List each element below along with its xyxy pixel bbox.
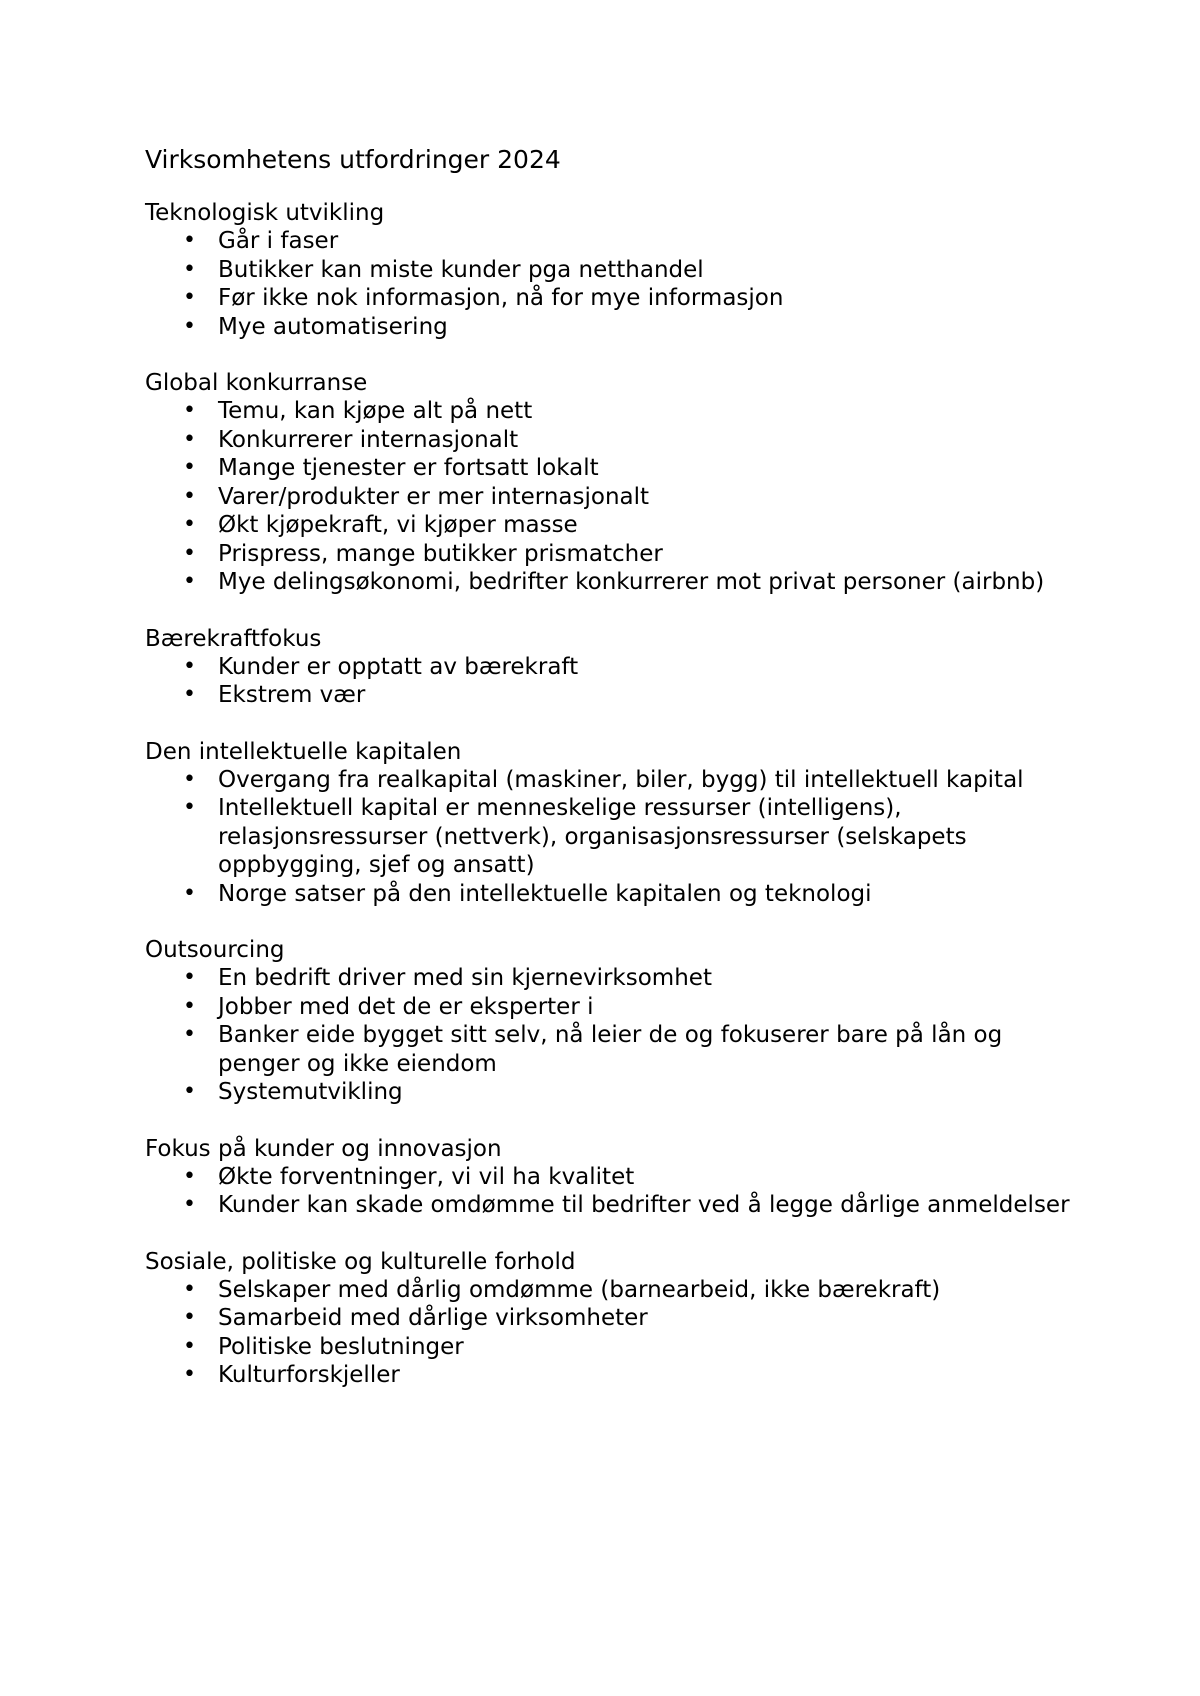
list-item-text: Prispress, mange butikker prismatcher — [218, 540, 663, 567]
list-item-text: Går i faser — [218, 228, 339, 254]
list-item-text: Økt kjøpekraft, vi kjøper masse — [218, 512, 578, 538]
bullet-icon: • — [183, 965, 196, 990]
list-item-text: Samarbeid med dårlige virksomheter — [218, 1305, 648, 1331]
bullet-icon: • — [183, 1276, 196, 1302]
section-heading: Global konkurranse — [145, 370, 368, 396]
list-item-text: Før ikke nok informasjon, nå for mye informasjon — [218, 285, 784, 311]
list-item — [145, 1078, 1075, 1107]
list-item-text: Mange tjenester er fortsatt lokalt — [218, 455, 599, 481]
bullet-icon: • — [183, 398, 196, 423]
list-item-text: Kunder er opptatt av bærekraft — [218, 653, 579, 680]
list-item — [145, 568, 1075, 597]
section-heading: Teknologisk utvikling — [145, 200, 385, 226]
list-item — [145, 397, 1075, 426]
list-item — [145, 1361, 1075, 1390]
list-item-text: Økte forventninger, vi vil ha kvalitet — [218, 1163, 635, 1190]
list-item-text: Jobber med det de er eksperter i — [218, 993, 594, 1020]
list-item — [145, 313, 1075, 342]
list-item — [145, 511, 1075, 540]
list-item — [145, 1021, 1075, 1078]
section-heading: Sosiale, politiske og kulturelle forhold — [145, 1248, 576, 1275]
bullet-list — [145, 1276, 1075, 1390]
bullet-icon: • — [183, 880, 196, 906]
section-heading: Den intellektuelle kapitalen — [145, 738, 462, 765]
list-item-text: Overgang fra realkapital (maskiner, biler, bygg) til intellektuell kapital — [218, 766, 1024, 793]
section-intellektuelle-kapitalen — [145, 738, 1075, 909]
bullet-icon: • — [183, 1305, 196, 1330]
section-heading: Bærekraftfokus — [145, 625, 322, 652]
list-item — [145, 1276, 1075, 1305]
list-item — [145, 880, 1075, 909]
list-item-text: Politiske beslutninger — [218, 1333, 464, 1360]
bullet-icon: • — [183, 766, 196, 792]
list-item — [145, 681, 1075, 710]
bullet-icon: • — [183, 228, 196, 253]
bullet-list — [145, 397, 1075, 597]
list-item — [145, 256, 1075, 285]
list-item — [145, 540, 1075, 569]
list-item-text: Ekstrem vær — [218, 682, 366, 708]
list-item — [145, 426, 1075, 455]
list-item-text: En bedrift driver med sin kjernevirksomhet — [218, 965, 712, 991]
list-item — [145, 454, 1075, 483]
document-title: Virksomhetens utfordringer 2024 — [145, 145, 561, 174]
list-item-text: Temu, kan kjøpe alt på nett — [218, 398, 533, 424]
bullet-list — [145, 964, 1075, 1107]
bullet-icon: • — [183, 1022, 196, 1047]
section-sosiale-politiske-kulturelle — [145, 1248, 1075, 1390]
section-teknologisk-utvikling — [145, 199, 1075, 341]
bullet-icon: • — [183, 682, 196, 707]
list-item-text: Varer/produkter er mer internasjonalt — [218, 483, 650, 510]
bullet-icon: • — [183, 1163, 196, 1189]
bullet-icon: • — [183, 512, 196, 537]
section-outsourcing — [145, 936, 1075, 1107]
list-item — [145, 1191, 1075, 1220]
list-item-text: Konkurrerer internasjonalt — [218, 426, 519, 453]
bullet-icon: • — [183, 426, 196, 452]
list-item-text: Systemutvikling — [218, 1079, 403, 1105]
list-item-text: Banker eide bygget sitt selv, nå leier de og fokuserer bare på lån og penger og ikke eiendom — [218, 1022, 1003, 1077]
section-fokus-kunder-innovasjon — [145, 1135, 1075, 1220]
list-item — [145, 964, 1075, 993]
list-item-text: Intellektuell kapital er menneskelige ressurser (intelligens), relasjonsressurser (nettverk), organisasjonsressurser (selskapets oppbygging, sjef og ansatt) — [218, 795, 967, 878]
section-heading: Fokus på kunder og innovasjon — [145, 1135, 502, 1162]
list-item — [145, 227, 1075, 256]
list-item — [145, 1304, 1075, 1333]
list-item — [145, 483, 1075, 512]
list-item-text: Selskaper med dårlig omdømme (barnearbeid, ikke bærekraft) — [218, 1276, 941, 1303]
bullet-icon: • — [183, 569, 196, 594]
bullet-icon: • — [183, 455, 196, 480]
section-global-konkurranse — [145, 369, 1075, 597]
list-item-text: Mye delingsøkonomi, bedrifter konkurrerer mot privat personer (airbnb) — [218, 569, 1045, 595]
section-heading: Outsourcing — [145, 937, 285, 963]
list-item — [145, 284, 1075, 313]
bullet-icon: • — [183, 1192, 196, 1217]
bullet-list — [145, 1163, 1075, 1220]
list-item-text: Mye automatisering — [218, 313, 448, 340]
list-item-text: Butikker kan miste kunder pga netthandel — [218, 256, 704, 283]
list-item-text: Norge satser på den intellektuelle kapitalen og teknologi — [218, 880, 872, 907]
list-item — [145, 653, 1075, 682]
list-item — [145, 993, 1075, 1022]
document-page — [145, 143, 1075, 1418]
list-item — [145, 1163, 1075, 1192]
bullet-icon: • — [183, 653, 196, 679]
bullet-icon: • — [183, 1333, 196, 1359]
bullet-list — [145, 227, 1075, 341]
bullet-list — [145, 766, 1075, 909]
list-item-text: Kunder kan skade omdømme til bedrifter ved å legge dårlige anmeldelser — [218, 1192, 1070, 1218]
bullet-icon: • — [183, 1362, 196, 1387]
bullet-list — [145, 653, 1075, 710]
bullet-icon: • — [183, 540, 196, 566]
list-item — [145, 794, 1075, 880]
bullet-icon: • — [183, 256, 196, 282]
section-baerekraftfokus — [145, 625, 1075, 710]
bullet-icon: • — [183, 795, 196, 820]
list-item-text: Kulturforskjeller — [218, 1362, 400, 1388]
bullet-icon: • — [183, 285, 196, 310]
bullet-icon: • — [183, 993, 196, 1019]
list-item — [145, 1333, 1075, 1362]
bullet-icon: • — [183, 483, 196, 509]
list-item — [145, 766, 1075, 795]
bullet-icon: • — [183, 1079, 196, 1104]
bullet-icon: • — [183, 313, 196, 339]
